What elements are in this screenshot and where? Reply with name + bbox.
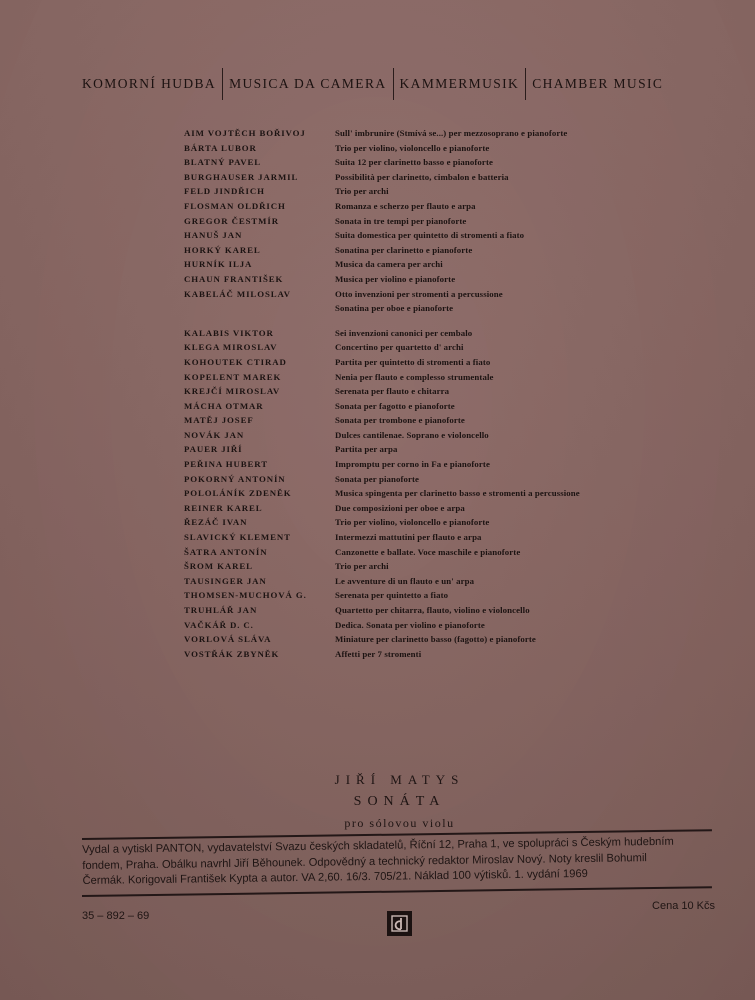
work-title: Trio per archi (335, 561, 389, 572)
catalog-entry (184, 287, 644, 302)
catalog-entry (184, 618, 644, 633)
catalog-entry (184, 301, 644, 316)
composer-name: AIM VOJTĚCH BOŘIVOJ (184, 128, 306, 138)
composer-name: REINER KAREL (184, 502, 263, 513)
catalog-entry (184, 399, 644, 414)
composer-name: TAUSINGER JAN (184, 575, 267, 586)
catalog-entry (184, 384, 644, 399)
composer-name: TRUHLÁŘ JAN (184, 605, 258, 615)
catalog-entry (184, 442, 644, 457)
work-title: Dulces cantilenae. Soprano e violoncello (335, 429, 489, 440)
catalog-entry (184, 428, 644, 443)
composer-name: HORKÝ KAREL (184, 244, 261, 255)
catalog-entry (184, 501, 644, 516)
work-title: Due composizioni per oboe e arpa (335, 502, 465, 513)
work-title: Nenia per flauto e complesso strumentale (335, 371, 494, 382)
catalog-entry (184, 632, 644, 647)
work-title: Possibilità per clarinetto, cimbalon e batteria (335, 171, 509, 182)
composer-name: SLAVICKÝ KLEMENT (184, 532, 291, 543)
catalog-entry (184, 413, 644, 428)
work-title: Impromptu per corno in Fa e pianoforte (335, 459, 490, 470)
composer-name: KLEGA MIROSLAV (184, 342, 278, 353)
work-title: Sonata per trombone e pianoforte (335, 415, 465, 426)
work-title: Sonata in tre tempi per pianoforte (335, 215, 467, 226)
work-title: Dedica. Sonata per violino e pianoforte (335, 619, 485, 630)
work-title: Romanza e scherzo per flauto e arpa (335, 200, 476, 211)
composer-name: MATĚJ JOSEF (184, 415, 254, 426)
composer-name: PAUER JIŘÍ (184, 444, 243, 455)
work-title: Sonata per pianoforte (335, 473, 420, 484)
composer-name: FLOSMAN OLDŘICH (184, 200, 286, 211)
work-title: Sonatina per clarinetto e pianoforte (335, 244, 473, 255)
catalog-entry (184, 326, 644, 341)
work-title: Suita domestica per quintetto di stromenti a fiato (335, 230, 525, 241)
work-title: Serenata per flauto e chitarra (335, 386, 450, 397)
composer-name: ŘEZÁČ IVAN (184, 517, 248, 528)
composer-name: THOMSEN-MUCHOVÁ G. (184, 590, 307, 601)
price-label: Cena 10 Kčs (652, 900, 715, 912)
catalog-entry (184, 184, 644, 199)
composer-name: POKORNÝ ANTONÍN (184, 473, 286, 484)
composer-name: BLATNÝ PAVEL (184, 157, 262, 168)
composer-name: CHAUN FRANTIŠEK (184, 273, 284, 284)
work-title: Trio per violino, violoncello e pianoforte (335, 517, 490, 528)
work-title: Partita per arpa (335, 444, 398, 455)
work-title: Serenata per quintetto a fiato (335, 590, 449, 601)
catalog-entry (184, 515, 644, 530)
work-title: Canzonette e ballate. Voce maschile e pianoforte (335, 546, 521, 557)
catalog-number: 35 – 892 – 69 (82, 910, 150, 922)
catalog-list (184, 126, 644, 661)
work-title: Le avventure di un flauto e un' arpa (335, 575, 475, 586)
catalog-entry (184, 574, 644, 589)
work-title: Intermezzi mattutini per flauto e arpa (335, 532, 482, 543)
work-subtitle: pro sólovou violu (344, 816, 455, 830)
catalog-entry (184, 457, 644, 472)
catalog-entry (184, 588, 644, 603)
catalog-entry (184, 530, 644, 545)
panton-logo-icon (387, 911, 412, 936)
composer-name: FELD JINDŘICH (184, 186, 265, 197)
catalog-gap (184, 316, 644, 326)
composer-name: KABELÁČ MILOSLAV (184, 288, 291, 299)
catalog-group (184, 326, 644, 662)
catalog-entry (184, 243, 644, 258)
catalog-entry (184, 199, 644, 214)
composer-name: KREJČÍ MIROSLAV (184, 386, 281, 397)
work-title: Musica spingenta per clarinetto basso e stromenti a percussione (335, 488, 580, 499)
work-title: Suita 12 per clarinetto basso e pianoforte (335, 157, 493, 168)
work-title: Affetti per 7 stromenti (335, 648, 422, 659)
catalog-entry (184, 486, 644, 501)
header-section-czech: KOMORNÍ HUDBA (82, 76, 217, 91)
work-title: Musica da camera per archi (335, 259, 443, 270)
work-title: Sonata per fagotto e pianoforte (335, 400, 455, 411)
work-title: Trio per archi (335, 186, 389, 197)
composer-name: HANUŠ JAN (184, 230, 243, 241)
catalog-entry (184, 272, 644, 287)
catalog-entry (184, 214, 644, 229)
composer-name: VAČKÁŘ D. C. (184, 619, 254, 630)
header-divider (525, 68, 526, 100)
header-section-english: CHAMBER MUSIC (532, 76, 664, 91)
imprint-line: fondem, Praha. Obálku navrhl Jiří Běhounek. Odpovědný a technický redaktor Miroslav Nový. Noty kreslil Bohumil (82, 851, 647, 872)
catalog-entry (184, 472, 644, 487)
header-section-german: KAMMERMUSIK (399, 76, 520, 91)
catalog-entry (184, 257, 644, 272)
work-title: Miniature per clarinetto basso (fagotto) e pianoforte (335, 634, 536, 645)
catalog-entry (184, 370, 644, 385)
imprint-text (82, 834, 723, 889)
composer-name: NOVÁK JAN (184, 429, 245, 440)
composer-name: HURNÍK ILJA (184, 259, 253, 270)
imprint-line: Čermák. Korigovali František Kypta a autor. VA 2,60. 16/3. 705/21. Náklad 100 výtisků. 1. vydání 1969 (82, 867, 588, 887)
series-header (82, 67, 722, 101)
catalog-entry (184, 126, 644, 141)
composer-name: MÁCHA OTMAR (184, 400, 264, 411)
catalog-entry (184, 603, 644, 618)
catalog-entry (184, 545, 644, 560)
catalog-entry (184, 228, 644, 243)
composer-name: PEŘINA HUBERT (184, 459, 268, 470)
work-title: Quartetto per chitarra, flauto, violino e violoncello (335, 605, 530, 615)
work-title: Musica per violino e pianoforte (335, 273, 456, 284)
work-title: Otto invenzioni per stromenti a percussione (335, 288, 503, 299)
composer-name: ŠATRA ANTONÍN (184, 546, 268, 557)
catalog-entry (184, 647, 644, 662)
imprint-line: Vydal a vytiskl PANTON, vydavatelství Svazu českých skladatelů, Říční 12, Praha 1, ve spolupráci s Českým hudebním (82, 835, 674, 856)
work-composer: JIŘÍ MATYS (334, 772, 465, 787)
work-title: Sull' imbrunire (Stmívá se...) per mezzosoprano e pianoforte (335, 128, 568, 138)
composer-name: ŠROM KAREL (184, 561, 253, 572)
work-title: Trio per violino, violoncello e pianoforte (335, 142, 490, 153)
composer-name: KALABIS VIKTOR (184, 327, 274, 338)
catalog-group (184, 126, 644, 316)
composer-name: KOHOUTEK CTIRAD (184, 356, 287, 367)
catalog-entry (184, 355, 644, 370)
catalog-entry (184, 170, 644, 185)
work-title: Concertino per quartetto d' archi (335, 342, 464, 353)
work-title: Partita per quintetto di stromenti a fiato (335, 356, 491, 367)
catalog-entry (184, 340, 644, 355)
catalog-entry (184, 559, 644, 574)
work-title: Sonatina per oboe e pianoforte (335, 303, 454, 314)
header-section-italian: MUSICA DA CAMERA (229, 76, 387, 91)
composer-name: POLOLÁNÍK ZDENĚK (184, 488, 292, 499)
composer-name: KOPELENT MAREK (184, 371, 282, 382)
catalog-entry (184, 155, 644, 170)
work-title: SONÁTA (353, 794, 446, 809)
composer-name: BÁRTA LUBOR (184, 142, 257, 153)
catalog-entry (184, 141, 644, 156)
composer-name: VOSTŘÁK ZBYNĚK (184, 648, 280, 659)
composer-name: VORLOVÁ SLÁVA (184, 634, 272, 645)
composer-name: GREGOR ČESTMÍR (184, 215, 279, 226)
composer-name: BURGHAUSER JARMIL (184, 171, 299, 182)
work-title: Sei invenzioni canonici per cembalo (335, 327, 473, 338)
header-divider (222, 68, 223, 100)
header-divider (393, 68, 394, 100)
